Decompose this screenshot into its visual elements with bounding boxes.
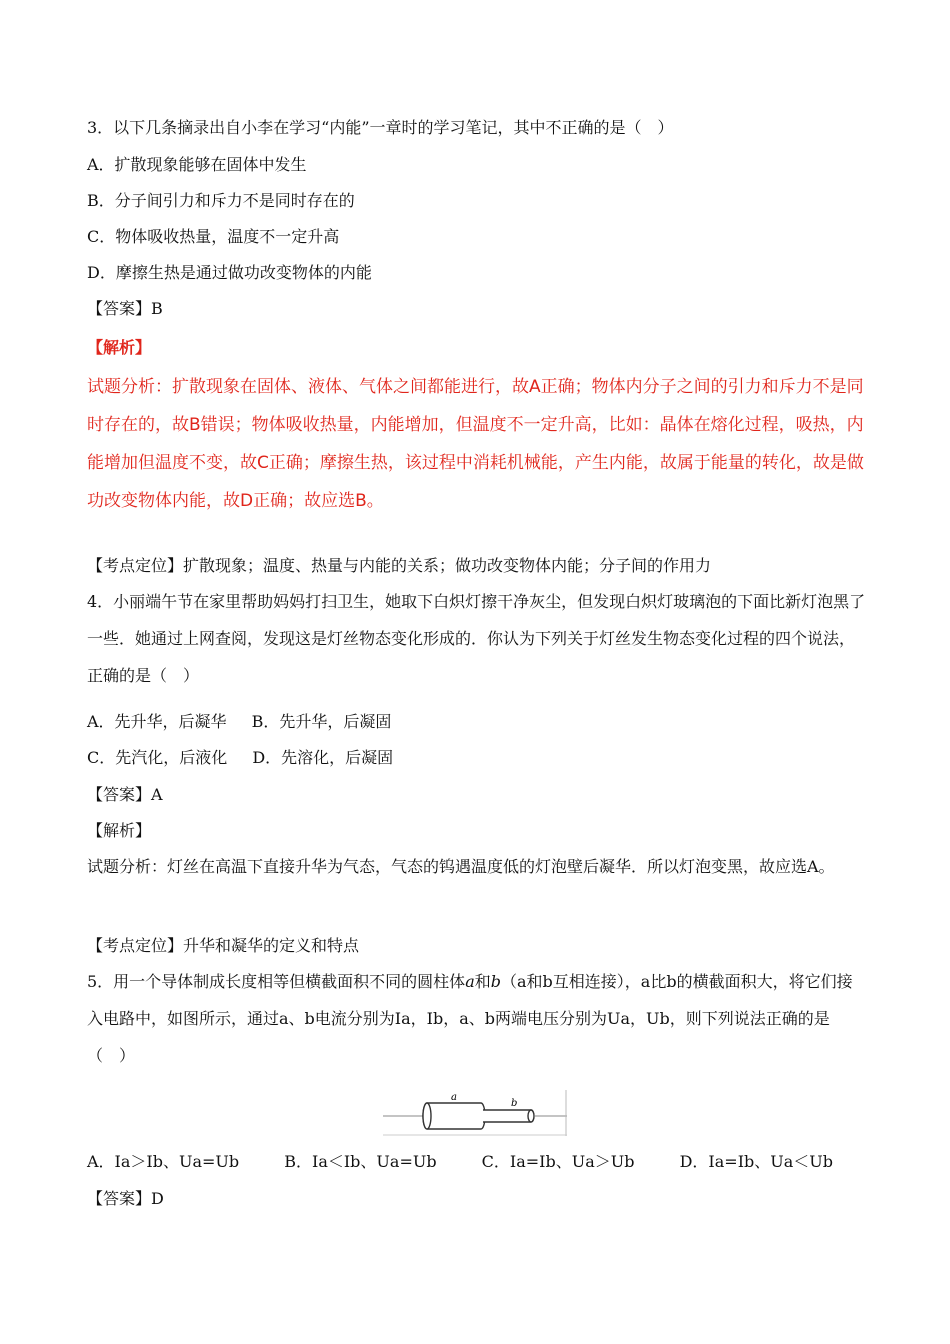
q4-options-row-1: [87, 712, 391, 732]
q3-kaodian: 【考点定位】扩散现象；温度、热量与内能的关系；做功改变物体内能；分子间的作用力: [87, 556, 712, 575]
q5-answer: 【答案】D: [87, 1189, 164, 1208]
q5-stem-part1: 5．用一个导体制成长度相等但横截面积不同的圆柱体: [87, 972, 466, 991]
q4-option-c: C．先汽化，后液化: [87, 748, 228, 767]
q4-analysis-body: 试题分析：灯丝在高温下直接升华为气态，气态的钨遇温度低的灯泡壁后凝华．所以灯泡变黑，故应选A。: [87, 857, 835, 876]
q4-option-b: B．先升华，后凝固: [251, 712, 392, 731]
q3-option-b: B．分子间引力和斥力不是同时存在的: [87, 191, 355, 210]
figure-label-b: b: [511, 1098, 518, 1109]
q4-analysis-title: 【解析】: [87, 821, 152, 840]
q5-stem: [87, 963, 867, 1074]
q5-option-b: B．Ia＜Ib、Ua=Ub: [284, 1152, 437, 1171]
q5-option-c: C．Ia=Ib、Ua＞Ub: [481, 1152, 635, 1171]
q3-option-a: A．扩散现象能够在固体中发生: [87, 155, 307, 174]
q3-answer: 【答案】B: [87, 299, 163, 318]
q4-option-d: D．先溶化，后凝固: [252, 748, 394, 767]
q4-kaodian: 【考点定位】升华和凝华的定义和特点: [87, 936, 360, 955]
q4-answer: 【答案】A: [87, 785, 163, 804]
q5-option-a: A．Ia＞Ib、Ua=Ub: [87, 1152, 240, 1171]
q5-stem-a: a: [465, 972, 475, 991]
q3-analysis-title: 【解析】: [87, 338, 152, 357]
q5-options-row: [87, 1152, 833, 1172]
q5-stem-and: 和: [474, 972, 491, 991]
cylinder-a: [423, 1103, 485, 1129]
q4-stem: 4．小丽端午节在家里帮助妈妈打扫卫生，她取下白炽灯擦干净灰尘，但发现白炽灯玻璃泡的下面比新灯泡黑了一些．她通过上网查阅，发现这是灯丝物态变化形成的．你认为下列关于灯丝发生物态变化过程的四个说法，正确的是（ ）: [87, 592, 866, 685]
q5-stem-b: b: [490, 972, 501, 991]
cylinder-b-end: [528, 1110, 534, 1122]
q4-options-row-2: [87, 748, 393, 768]
cylinder-a-end: [423, 1103, 431, 1129]
q5-stem-rest: （a和b互相连接），a比b的横截面积大，将它们接入电路中，如图所示，通过a、b电流分别为Ia，Ib，a、b两端电压分别为Ua，Ub，则下列说法正确的是（ ）: [87, 972, 853, 1065]
q4-option-a: A．先升华，后凝华: [87, 712, 227, 731]
figure-label-a: a: [451, 1092, 457, 1103]
q3-option-d: D．摩擦生热是通过做功改变物体的内能: [87, 263, 372, 282]
q3-option-c: C．物体吸收热量，温度不一定升高: [87, 227, 340, 246]
q3-analysis-body: 试题分析：扩散现象在固体、液体、气体之间都能进行，故A正确；物体内分子之间的引力和斥力不是同时存在的，故B错误；物体吸收热量，内能增加，但温度不一定升高，比如：晶体在熔化过程，吸热，内能增加但温度不变，故C正确；摩擦生热，该过程中消耗机械能，产生内能，故属于能量的转化，故是做功改变物体内能，故D正确；故应选B。: [87, 377, 864, 511]
q5-option-d: D．Ia=Ib、Ua＜Ub: [679, 1152, 834, 1171]
cylinder-b: [483, 1110, 534, 1122]
conductor-figure: [383, 1090, 567, 1136]
q3-stem: 3．以下几条摘录出自小李在学习“内能”一章时的学习笔记，其中不正确的是（ ）: [87, 118, 674, 137]
